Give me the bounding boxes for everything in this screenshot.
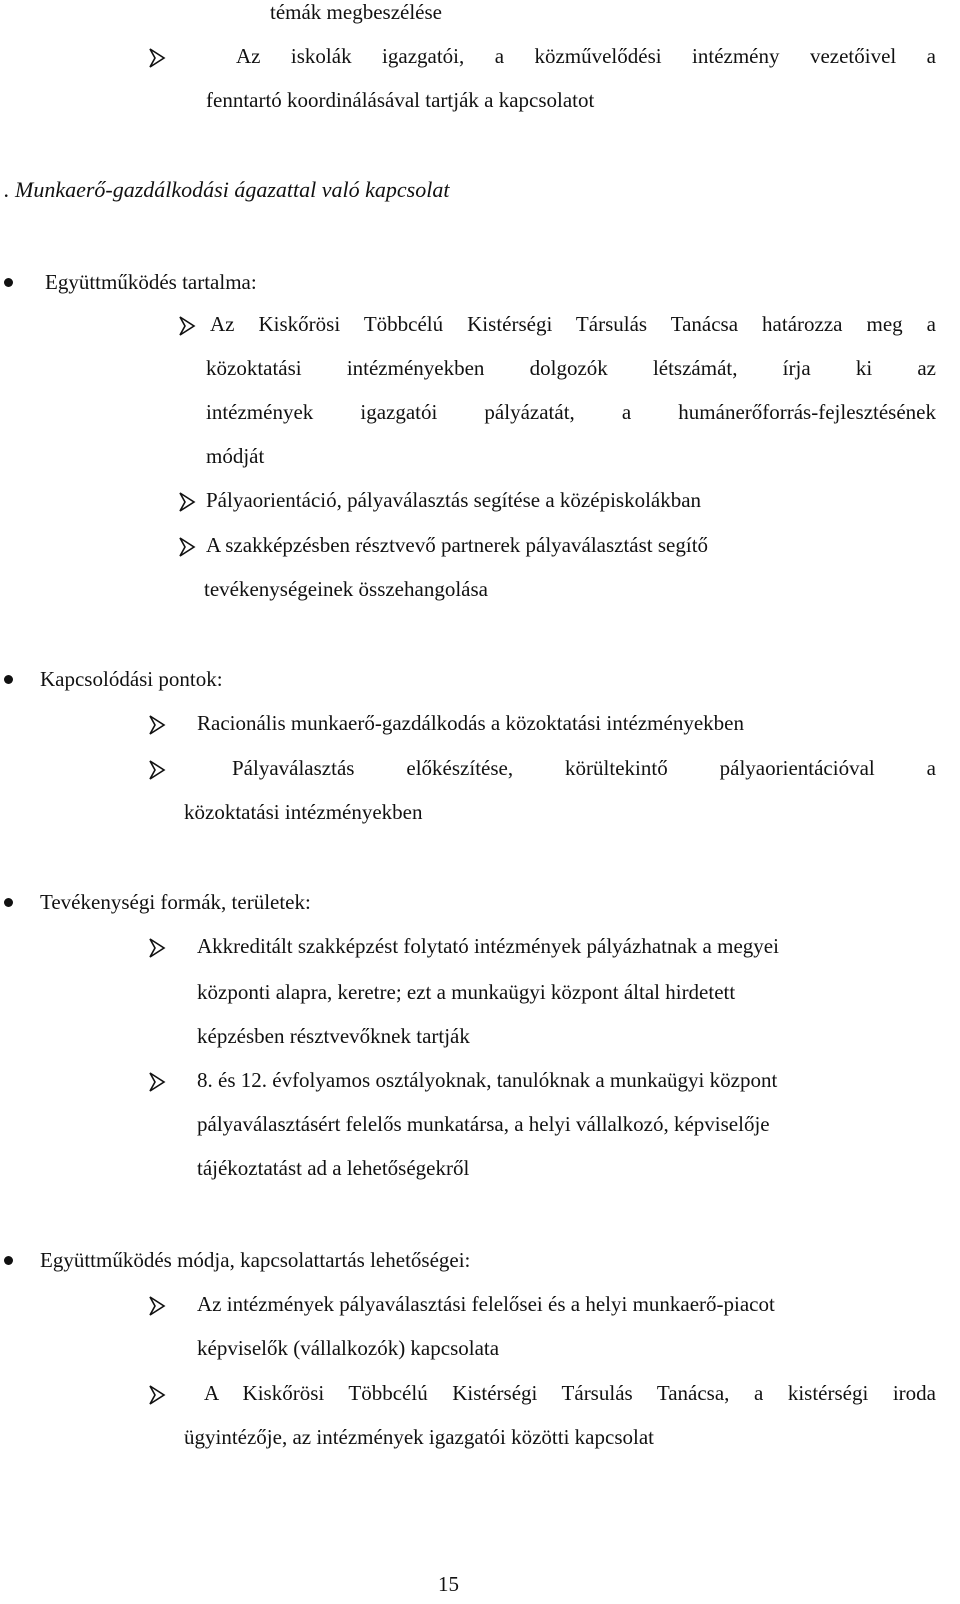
section-heading: . Munkaerő-gazdálkodási ágazattal való kapcsolat <box>4 177 450 202</box>
section-title: Együttműködés tartalma: <box>45 270 257 294</box>
list-item-line: Az Kiskőrösi Többcélú Kistérségi Társulás Tanácsa határozza meg a <box>210 312 936 336</box>
list-item-line: közoktatási intézményekben dolgozók létszámát, írja ki az <box>206 356 936 380</box>
list-item-line: A Kiskőrösi Többcélú Kistérségi Társulás Tanácsa, a kistérségi iroda <box>204 1381 936 1405</box>
arrowhead-bullet-icon <box>148 1383 166 1407</box>
bullet-dot-icon <box>4 278 13 287</box>
arrowhead-bullet-icon <box>148 936 166 960</box>
section-title: Együttműködés módja, kapcsolattartás lehetőségei: <box>40 1248 471 1272</box>
arrowhead-bullet-icon <box>148 1294 166 1318</box>
list-item-line: intézmények igazgatói pályázatát, a humánerőforrás-fejlesztésének <box>206 400 936 424</box>
list-item-line: Pályaorientáció, pályaválasztás segítése a középiskolákban <box>206 488 702 512</box>
arrowhead-bullet-icon <box>148 713 166 737</box>
list-item-line: pályaválasztásért felelős munkatársa, a helyi vállalkozó, képviselője <box>197 1112 770 1136</box>
list-item-line: fenntartó koordinálásával tartják a kapcsolatot <box>206 88 595 112</box>
list-item-line: tájékoztatást ad a lehetőségekről <box>197 1156 470 1180</box>
list-item-line: központi alapra, keretre; ezt a munkaügyi központ által hirdetett <box>197 980 736 1004</box>
arrowhead-bullet-icon <box>178 535 196 559</box>
list-item-line: tevékenységeinek összehangolása <box>204 577 488 601</box>
arrowhead-bullet-icon <box>148 46 166 70</box>
list-item-line: képviselők (vállalkozók) kapcsolata <box>197 1336 500 1360</box>
list-item-line: képzésben résztvevőknek tartják <box>197 1024 470 1048</box>
arrowhead-bullet-icon <box>178 490 196 514</box>
list-item-line: Az iskolák igazgatói, a közművelődési intézmény vezetőivel a <box>236 44 936 68</box>
section-title: Tevékenységi formák, területek: <box>40 890 311 914</box>
page-number: 15 <box>438 1572 459 1596</box>
list-item-line: Pályaválasztás előkészítése, körültekintő pályaorientációval a <box>232 756 936 780</box>
bullet-dot-icon <box>4 675 13 684</box>
list-item-line: közoktatási intézményekben <box>184 800 423 824</box>
list-item-line: Akkreditált szakképzést folytató intézmények pályázhatnak a megyei <box>197 934 779 958</box>
arrowhead-bullet-icon <box>178 314 196 338</box>
bullet-dot-icon <box>4 898 13 907</box>
list-item-line: 8. és 12. évfolyamos osztályoknak, tanulóknak a munkaügyi központ <box>197 1068 778 1092</box>
arrowhead-bullet-icon <box>148 758 166 782</box>
intro-line: témák megbeszélése <box>270 0 442 24</box>
list-item-line: Az intézmények pályaválasztási felelősei és a helyi munkaerő-piacot <box>197 1292 775 1316</box>
list-item-line: A szakképzésben résztvevő partnerek pályaválasztást segítő <box>206 533 709 557</box>
list-item-line: Racionális munkaerő-gazdálkodás a közoktatási intézményekben <box>197 711 744 735</box>
bullet-dot-icon <box>4 1256 13 1265</box>
list-item-line: ügyintézője, az intézmények igazgatói közötti kapcsolat <box>184 1425 654 1449</box>
list-item-line: módját <box>206 444 265 468</box>
section-title: Kapcsolódási pontok: <box>40 667 223 691</box>
arrowhead-bullet-icon <box>148 1070 166 1094</box>
